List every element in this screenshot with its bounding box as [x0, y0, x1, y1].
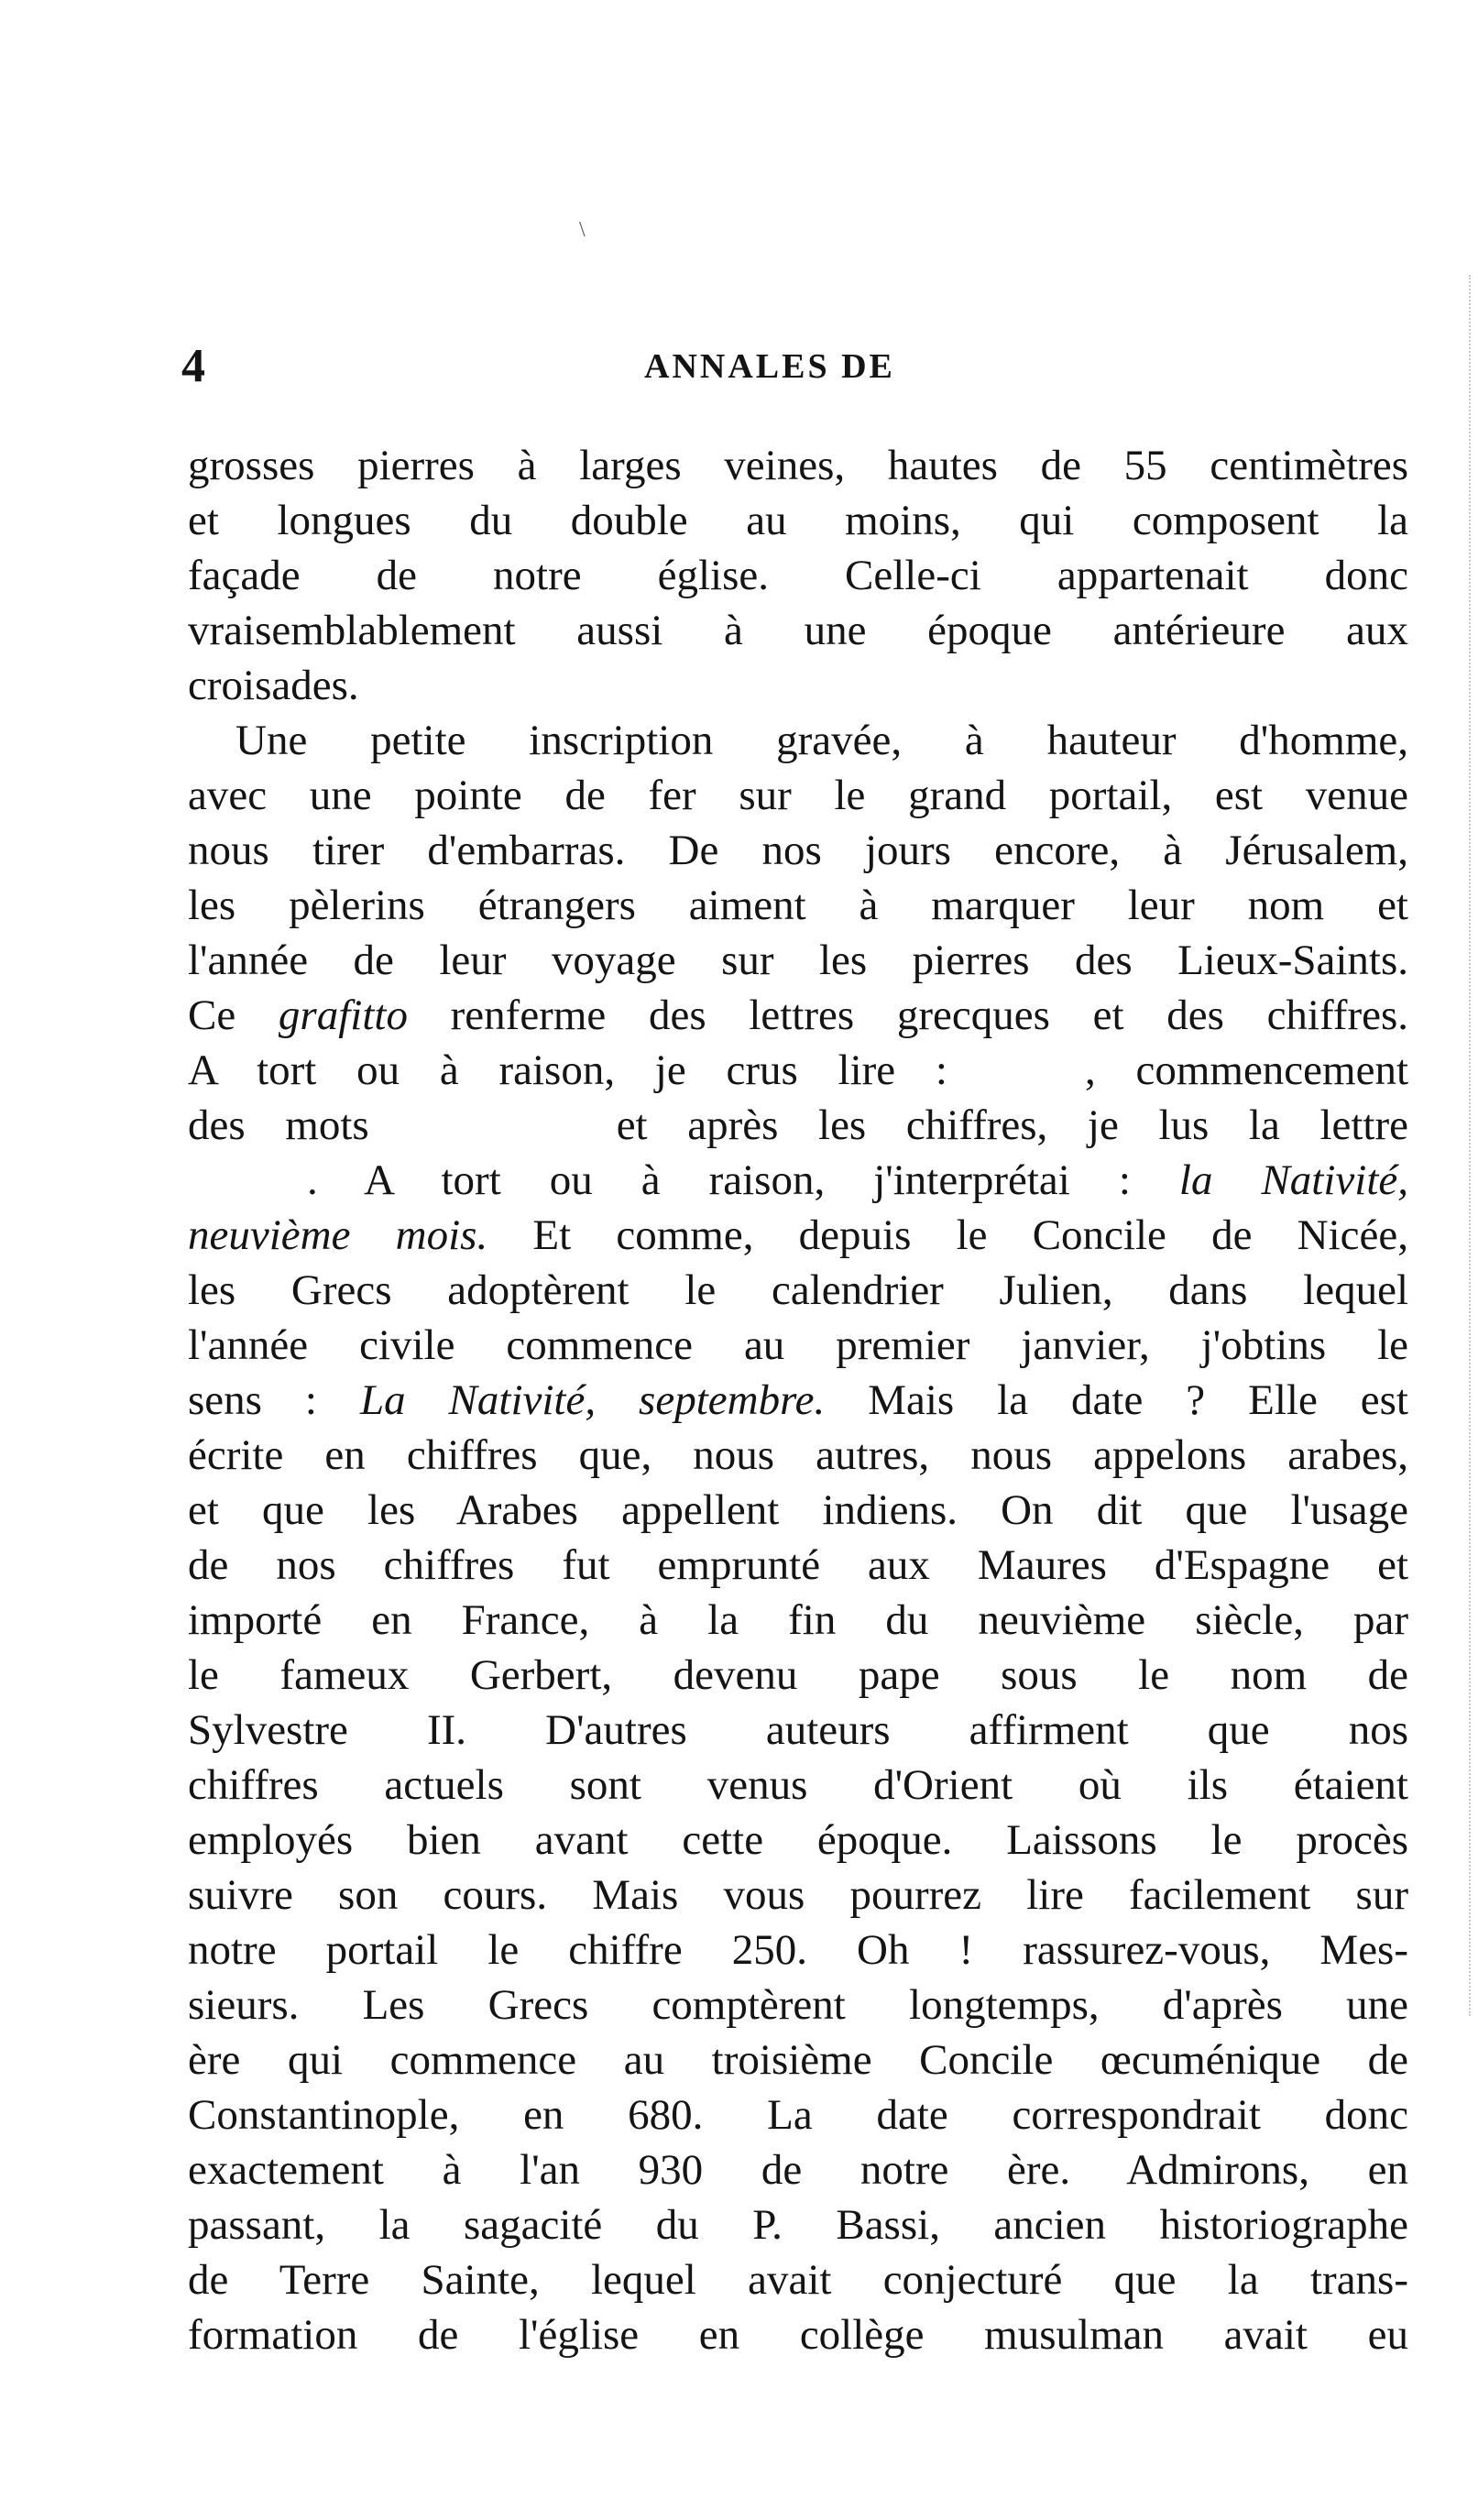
- text-line: et longues du double au moins, qui composent la: [188, 497, 1408, 544]
- text-line: le fameux Gerbert, devenu pape sous le nom de: [188, 1651, 1408, 1699]
- text-line: exactement à l'an 930 de notre ère. Admirons, en: [188, 2146, 1408, 2194]
- text-line: les Grecs adoptèrent le calendrier Julien, dans lequel: [188, 1266, 1408, 1314]
- text-run: et après les chiffres, je lus la lettre: [616, 1101, 1408, 1149]
- page-number: 4: [181, 340, 205, 392]
- text-run: , commencement: [1084, 1046, 1409, 1094]
- running-head: ANNALES DE: [644, 347, 895, 386]
- text-line: grosses pierres à larges veines, hautes de 55 centimètres: [188, 442, 1408, 489]
- text-line: [188, 1153, 1408, 1208]
- text-line: ère qui commence au troisième Concile œcuménique de: [188, 2036, 1408, 2084]
- text-line: sieurs. Les Grecs comptèrent longtemps, d'après une: [188, 1981, 1408, 2029]
- text-line: [188, 1043, 1408, 1098]
- body-text: [188, 438, 1408, 2362]
- text-run: sens :: [188, 1376, 360, 1424]
- text-line: vraisemblablement aussi à une époque antérieure aux: [188, 607, 1408, 654]
- page-edge-marks: [1463, 275, 1471, 2016]
- text-line: [188, 988, 1408, 1043]
- text-run: renferme des lettres grecques et des chiffres.: [407, 992, 1408, 1039]
- text-line: employés bien avant cette époque. Laissons le procès: [188, 1816, 1408, 1864]
- text-line: [188, 1208, 1408, 1263]
- text-line: suivre son cours. Mais vous pourrez lire facilement sur: [188, 1871, 1408, 1919]
- text-line: croisades.: [188, 662, 359, 709]
- text-line: écrite en chiffres que, nous autres, nous appelons arabes,: [188, 1431, 1408, 1479]
- text-line: nous tirer d'embarras. De nos jours encore, à Jérusalem,: [188, 827, 1408, 874]
- text-line: façade de notre église. Celle-ci appartenait donc: [188, 552, 1408, 599]
- text-run-italic: La Nativité, septembre.: [359, 1376, 826, 1424]
- text-line: passant, la sagacité du P. Bassi, ancien historiographe: [188, 2201, 1408, 2249]
- text-line: Sylvestre II. D'autres auteurs affirment que nos: [188, 1706, 1408, 1754]
- text-line: avec une pointe de fer sur le grand portail, est venue: [188, 772, 1408, 819]
- text-line: notre portail le chiffre 250. Oh ! rassurez-vous, Mes-: [188, 1926, 1408, 1974]
- text-run-italic: la Nativité,: [1178, 1156, 1408, 1204]
- text-line: l'année civile commence au premier janvier, j'obtins le: [188, 1321, 1408, 1369]
- text-line: importé en France, à la fin du neuvième siècle, par: [188, 1596, 1408, 1644]
- text-run-italic: neuvième mois.: [188, 1211, 488, 1259]
- text-line: [188, 1373, 1408, 1428]
- text-line: Constantinople, en 680. La date correspondrait donc: [188, 2091, 1408, 2139]
- text-run: . A tort ou à raison, j'interprétai :: [307, 1156, 1179, 1204]
- text-run: des mots: [188, 1101, 369, 1149]
- text-line: de nos chiffres fut emprunté aux Maures d'Espagne et: [188, 1541, 1408, 1589]
- text-line: [188, 1098, 1408, 1153]
- text-line: les pèlerins étrangers aiment à marquer leur nom et: [188, 882, 1408, 929]
- text-line: l'année de leur voyage sur les pierres des Lieux-Saints.: [188, 937, 1408, 984]
- text-line: Une petite inscription gravée, à hauteur d'homme,: [235, 717, 1408, 764]
- text-run-italic: grafitto: [278, 992, 408, 1039]
- stray-mark: \: [579, 218, 586, 242]
- text-line: de Terre Sainte, lequel avait conjecturé que la trans-: [188, 2256, 1408, 2304]
- page-header: [181, 339, 1428, 394]
- text-line: et que les Arabes appellent indiens. On dit que l'usage: [188, 1486, 1408, 1534]
- text-line: formation de l'église en collège musulman avait eu: [188, 2311, 1408, 2359]
- text-run: Et comme, depuis le Concile de Nicée,: [487, 1211, 1409, 1259]
- text-line: chiffres actuels sont venus d'Orient où ils étaient: [188, 1761, 1408, 1809]
- text-run: Mais la date ? Elle est: [825, 1376, 1408, 1424]
- text-run: Ce: [188, 992, 279, 1039]
- text-run: A tort ou à raison, je crus lire :: [188, 1046, 947, 1094]
